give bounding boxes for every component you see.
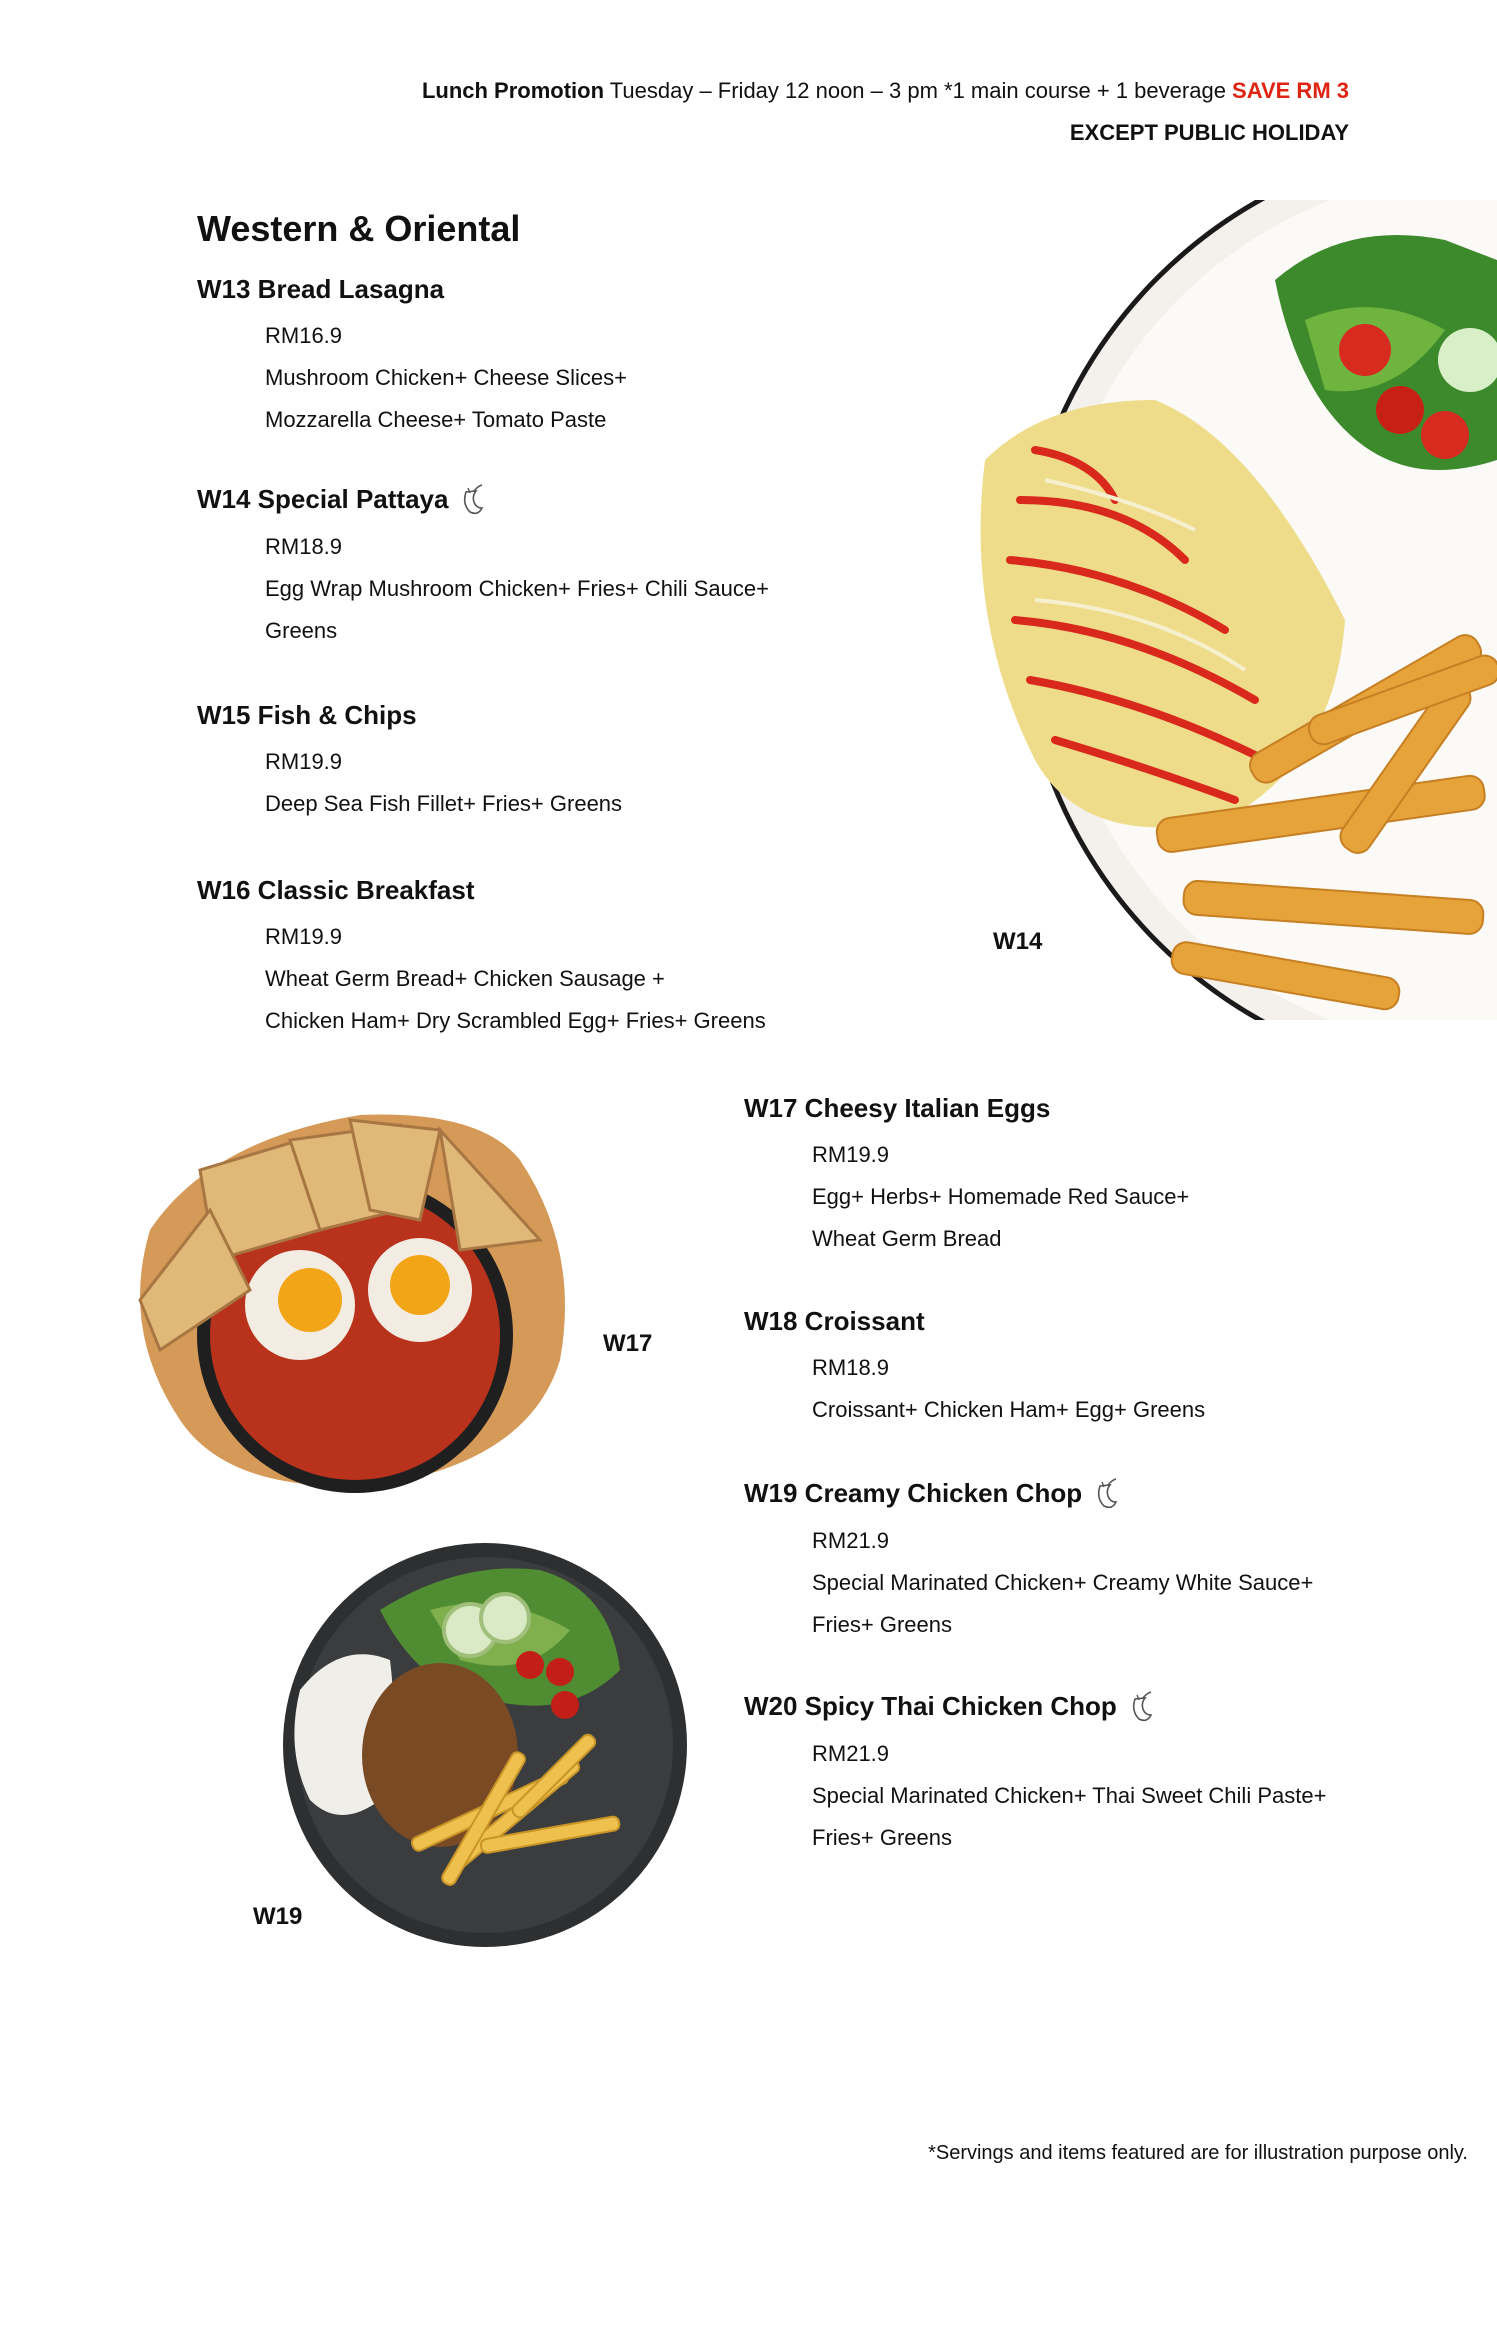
item-desc-line: Egg+ Herbs+ Homemade Red Sauce+ (812, 1184, 1190, 1209)
promo-note: EXCEPT PUBLIC HOLIDAY (1069, 120, 1349, 145)
item-desc-line: Croissant+ Chicken Ham+ Egg+ Greens (812, 1397, 1206, 1422)
item-name: W19 Creamy Chicken Chop (744, 1477, 1083, 1508)
item-price: RM18.9 (812, 1355, 890, 1380)
item-desc-line: Deep Sea Fish Fillet+ Fries+ Greens (265, 791, 623, 816)
item-name: W13 Bread Lasagna (197, 274, 445, 304)
item-desc-line: Greens (265, 618, 338, 643)
chili-pepper-icon (1127, 1689, 1157, 1723)
item-desc-line: Mushroom Chicken+ Cheese Slices+ (265, 365, 627, 390)
item-name: W20 Spicy Thai Chicken Chop (744, 1690, 1117, 1721)
footer-disclaimer: *Servings and items featured are for illustration purpose only. (928, 2142, 1468, 2164)
menu-item-w18 (744, 1306, 1205, 1431)
item-price: RM19.9 (265, 924, 343, 949)
menu-item-w19 (744, 1476, 1313, 1646)
item-desc-line: Fries+ Greens (812, 1825, 952, 1850)
promo-line (0, 78, 1349, 104)
menu-item-w13 (197, 274, 627, 441)
w17-photo-label: W17 (603, 1330, 653, 1357)
promo-details: Tuesday – Friday 12 noon – 3 pm *1 main course + 1 beverage (604, 78, 1233, 103)
item-name: W14 Special Pattaya (197, 483, 449, 514)
item-price: RM18.9 (265, 534, 343, 559)
item-desc-line: Special Marinated Chicken+ Thai Sweet Chili Paste+ (812, 1783, 1327, 1808)
item-desc-line: Mozzarella Cheese+ Tomato Paste (265, 407, 607, 432)
menu-item-w15 (197, 700, 622, 825)
item-desc-line: Wheat Germ Bread+ Chicken Sausage + (265, 966, 665, 991)
item-name: W15 Fish & Chips (197, 700, 417, 730)
item-name: W18 Croissant (744, 1306, 925, 1336)
w19-photo-label: W19 (253, 1903, 303, 1930)
menu-item-w14 (197, 482, 769, 652)
section-title: Western & Oriental (197, 208, 521, 249)
item-desc-line: Special Marinated Chicken+ Creamy White Sauce+ (812, 1570, 1314, 1595)
menu-item-w16 (197, 875, 766, 1042)
menu-item-w20 (744, 1689, 1326, 1859)
item-price: RM19.9 (812, 1142, 890, 1167)
item-price: RM16.9 (265, 323, 343, 348)
w19-photo (280, 1540, 690, 1950)
item-price: RM21.9 (812, 1741, 890, 1766)
promo-lead: Lunch Promotion (421, 78, 605, 103)
item-desc-line: Egg Wrap Mushroom Chicken+ Fries+ Chili Sauce+ (265, 576, 769, 601)
item-desc-line: Fries+ Greens (812, 1612, 952, 1637)
chili-pepper-icon (1092, 1476, 1122, 1510)
chili-pepper-icon (458, 482, 488, 516)
item-name: W16 Classic Breakfast (197, 875, 475, 905)
menu-item-w17 (744, 1093, 1189, 1260)
item-name: W17 Cheesy Italian Eggs (744, 1093, 1051, 1123)
promo-save: SAVE RM 3 (1232, 78, 1349, 103)
w17-photo (120, 1100, 590, 1500)
item-price: RM21.9 (812, 1528, 890, 1553)
item-desc-line: Wheat Germ Bread (812, 1226, 1002, 1251)
w14-photo-label: W14 (993, 928, 1043, 955)
item-desc-line: Chicken Ham+ Dry Scrambled Egg+ Fries+ Greens (265, 1008, 766, 1033)
w14-photo (925, 200, 1497, 1020)
item-price: RM19.9 (265, 749, 343, 774)
